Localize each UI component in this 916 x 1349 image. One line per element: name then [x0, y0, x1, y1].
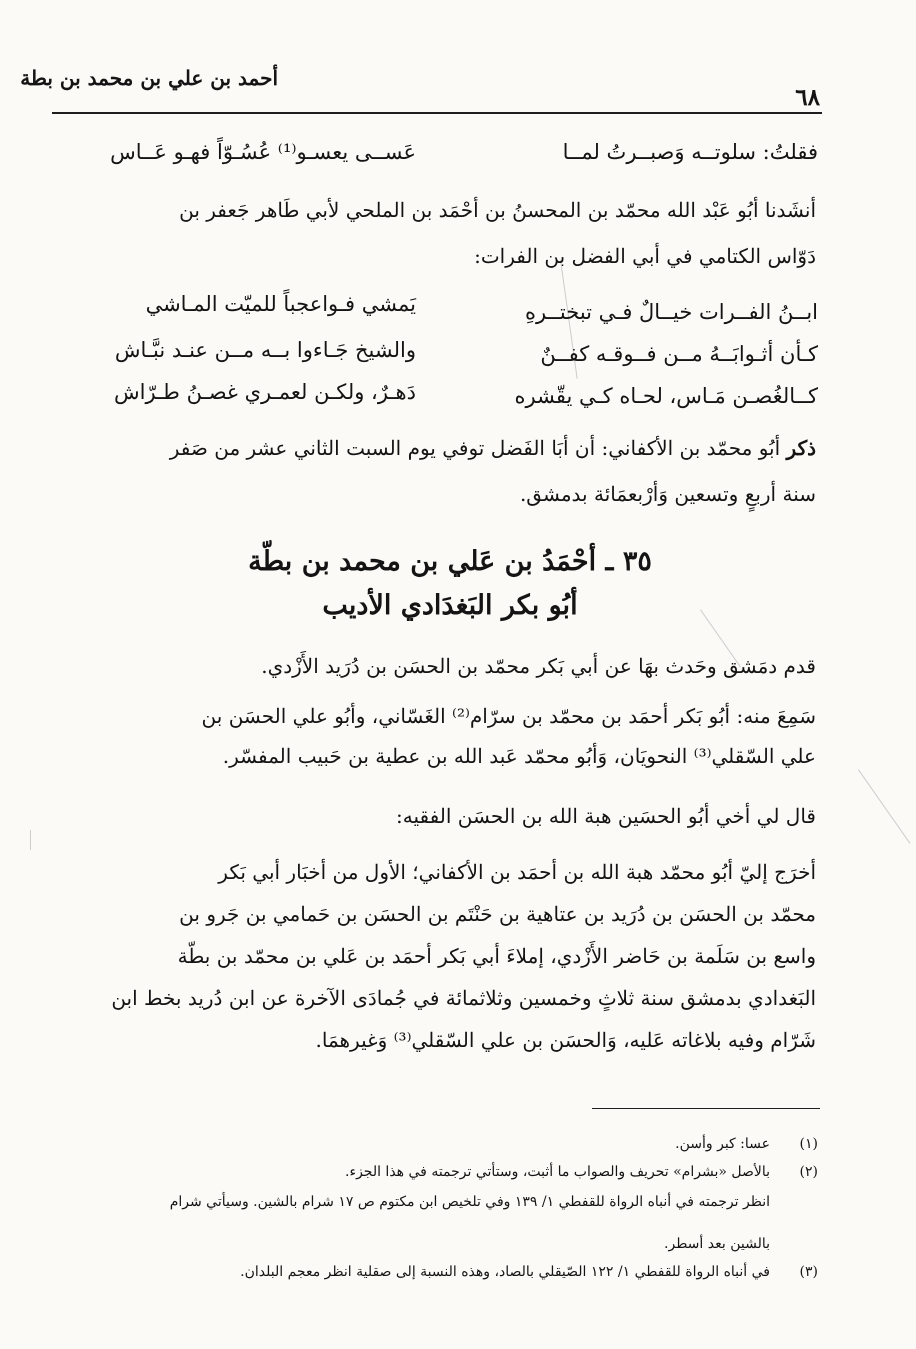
body-line: قال لي أخي أبُو الحسَين هبة الله بن الحسَن الفقيه: [396, 804, 816, 828]
footnote-number: (٣) [799, 1264, 818, 1280]
paragraph-line: أنشَدنا أبُو عَبْد الله محمّد بن المحسنُ بن أحْمَد بن الملحي لأبي طَاهر جَعفر بن [179, 198, 816, 222]
verse-1-hemistich-left: عَســى يعسـو⁽¹⁾ عُسُـوّاً فهـو عَــاس [110, 140, 416, 164]
paragraph-line: سنة أربعٍ وتسعين وَأرْبعمَائة بدمشق. [519, 482, 816, 506]
body-line: محمّد بن الحسَن بن دُرَيد بن عتاهية بن حَنْتَم بن الحسَن بن حَمامي بن جَرو بن [179, 902, 816, 926]
body-line: شَرّام وفيه بلاغاته عَليه، وَالحسَن بن علي السّقلي⁽³⁾ وَغيرهمَا. [315, 1028, 816, 1052]
running-title: أحمد بن علي بن محمد بن بطة [20, 66, 278, 90]
footnote-separator [592, 1108, 820, 1109]
footnote-3 [130, 1264, 818, 1286]
scan-artifact [30, 830, 31, 850]
entry-heading-title: ٣٥ ـ أحْمَدُ بن عَلي بن محمد بن بطّة [248, 546, 652, 577]
footnote-2-continuation: بالشين بعد أسطر. [664, 1236, 770, 1252]
body-line: البَغدادي بدمشق سنة ثلاثٍ وخمسين وثلاثمائة في جُمادَى الآخرة عن ابن دُريد بخط ابن [111, 986, 816, 1010]
footnote-2 [130, 1164, 818, 1186]
page-number: ٦٨ [795, 84, 820, 111]
body-line: قدم دمَشق وحَدث بهَا عن أبي بَكر محمّد بن الحسَن بن دُرَيد الأَزْدي. [261, 654, 816, 678]
footnote-text: في أنباه الرواة للقفطي ١/ ١٢٢ الصّيقلي بالصاد، وهذه النسبة إلى صقلية انظر معجم البلدان. [240, 1264, 770, 1280]
paragraph-lead-word: ذكر [786, 436, 816, 460]
poem-verse-2-right: كـأن أثـوابَــهُ مــن فــوقـه كفــنٌ [540, 342, 818, 366]
body-line: علي السّقلي⁽³⁾ النحويَان، وَأبُو محمّد عَبد الله بن عطية بن حَبيب المفسّر. [222, 744, 816, 768]
entry-heading-subtitle: أبُو بكر البَغدَادي الأديب [322, 590, 578, 621]
footnote-2-continuation: انظر ترجمته في أنباه الرواة للقفطي ١/ ١٣٩ وفي تلخيص ابن مكتوم ص ١٧ شرام بالشين. وسيأتي شرام [169, 1194, 770, 1210]
poem-verse-1-left: يَمشي فـواعجباً للميّت المـاشي [145, 292, 416, 316]
verse-1-hemistich-right: فقلتُ: سلوتــه وَصبــرتُ لمــا [562, 140, 818, 164]
header-rule [52, 112, 822, 114]
scan-artifact [858, 769, 910, 843]
footnote-text: عسا: كبر وأسن. [675, 1136, 770, 1152]
poem-verse-3-right: كــالغُصـن مَـاس، لحـاه كـي يقّشره [514, 384, 818, 408]
poem-verse-1-right: ابــنُ الفــرات خيــالٌ فـي تبختــرهِ [525, 300, 818, 324]
body-line: سَمِعَ منه: أبُو بَكر أحمَد بن محمّد بن سرّام⁽²⁾ الغَسّاني، وأبُو علي الحسَن بن [201, 704, 816, 728]
body-line: أخرَج إليّ أبُو محمّد هبة الله بن أحمَد بن الأكفاني؛ الأول من أخبَار أبي بَكر [218, 860, 816, 884]
footnote-number: (٢) [799, 1164, 818, 1180]
poem-verse-3-left: دَهـرٌ، ولكـن لعمـري غصـنُ طـرّاش [113, 380, 416, 404]
body-line: واسع بن سَلَمة بن حَاضر الأَزْدي، إملاءَ أبي بَكر أحمَد بن عَلي بن محمّد بن بطّة [177, 944, 816, 968]
paragraph-line [54, 436, 816, 460]
footnote-1 [130, 1136, 818, 1158]
footnote-number: (١) [799, 1136, 818, 1152]
paragraph-line-text: أبُو محمّد بن الأكفاني: أن أبَا الفَضل توفي يوم السبت الثاني عشر من صَفر [169, 436, 787, 460]
footnote-text: بالأصل «بشرام» تحريف والصواب ما أثبت، وستأتي ترجمته في هذا الجزء. [345, 1164, 770, 1180]
paragraph-line: دَوّاس الكتامي في أبي الفضل بن الفرات: [474, 244, 816, 268]
poem-verse-2-left: والشيخ جَـاءوا بــه مــن عنـد نبَّـاش [114, 338, 416, 362]
